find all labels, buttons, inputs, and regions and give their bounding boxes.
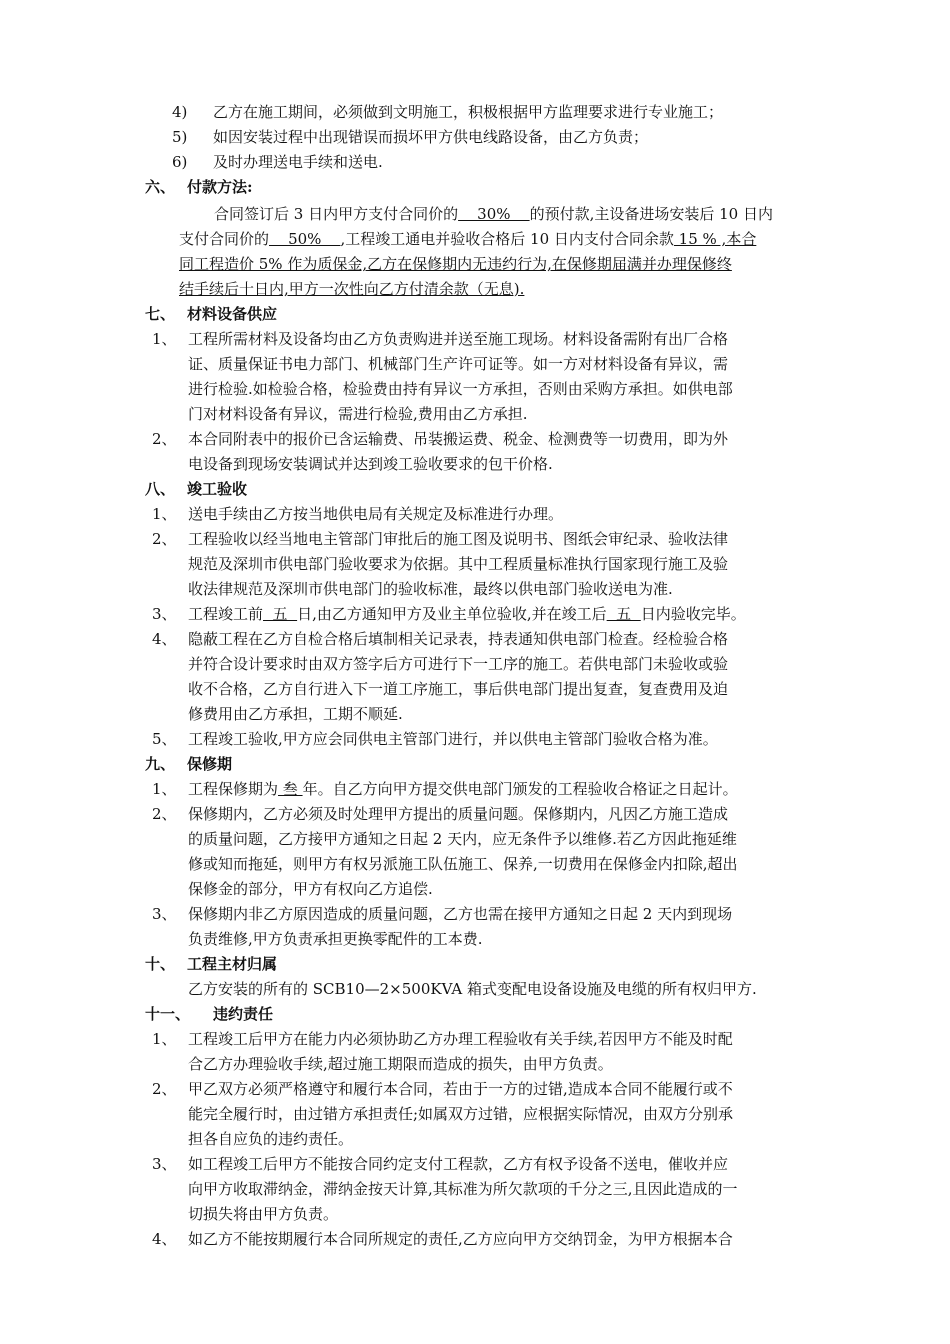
list-item-number: 2、: [152, 1080, 177, 1098]
paragraph-line: [179, 277, 524, 301]
item-text-line: 能完全履行时，由过错方承担责任;如属双方过错，应根据实际情况，由双方分别承: [188, 1105, 734, 1123]
text-run: 合同签订后 3 日内甲方支付合同价的: [214, 205, 459, 223]
underlined-value: 叁: [278, 780, 303, 798]
item-text-line: 工程竣工验收,甲方应会同供电主管部门进行，并以供电主管部门验收合格为准。: [188, 730, 718, 748]
item-text-line: [188, 602, 746, 626]
list-item: [172, 125, 649, 149]
text-run: 工程保修期为: [188, 780, 279, 798]
section-number: 十一、: [145, 1005, 191, 1023]
text-run: 年。自乙方向甲方提交供电部门颁发的工程验收合格证之日起计。: [302, 780, 738, 798]
section-title: 竣工验收: [187, 480, 248, 498]
list-item-number: 1、: [152, 505, 177, 523]
list-item: [172, 100, 724, 124]
list-item-number: 3、: [152, 905, 177, 923]
section-heading: [145, 952, 278, 976]
section-number: 七、: [145, 305, 176, 323]
underlined-value: 五: [263, 605, 298, 623]
section-heading: [145, 175, 253, 199]
list-item-number: 3、: [152, 1155, 177, 1173]
list-item-number: 4、: [152, 630, 177, 648]
item-text-line: 担各自应负的违约责任。: [188, 1130, 354, 1148]
section-number: 六、: [145, 178, 176, 196]
underlined-value: 30%: [458, 205, 530, 223]
item-text-line: 电设备到现场安装调试并达到竣工验收要求的包干价格.: [188, 455, 553, 473]
item-text-line: 甲乙双方必须严格遵守和履行本合同，若由于一方的过错,造成本合同不能履行或不: [188, 1080, 733, 1098]
text-run: ,工程竣工通电并验收合格后 10 日内支付合同余款: [340, 230, 674, 248]
item-text-line: 隐蔽工程在乙方自检合格后填制相关记录表，持表通知供电部门检查。经检验合格: [188, 630, 729, 648]
list-item-number: 3、: [152, 605, 177, 623]
section-number: 十、: [145, 955, 176, 973]
section-heading: [145, 477, 248, 501]
item-text: 如因安装过程中出现错误而损坏甲方供电线路设备，由乙方负责；: [213, 128, 649, 146]
item-text-line: 工程竣工后甲方在能力内必须协助乙方办理工程验收有关手续,若因甲方不能及时配: [188, 1030, 733, 1048]
item-text-line: 门对材料设备有异议，需进行检验,费用由乙方承担.: [188, 405, 528, 423]
item-text-line: 规范及深圳市供电部门验收要求为依据。其中工程质量标准执行国家现行施工及验: [188, 555, 729, 573]
item-text-line: 向甲方收取滞纳金，滞纳金按天计算,其标准为所欠款项的千分之三,且因此造成的一: [188, 1180, 738, 1198]
section-heading: [145, 1002, 274, 1026]
item-text-line: 保修期内非乙方原因造成的质量问题，乙方也需在接甲方通知之日起 2 天内到现场: [188, 905, 733, 923]
item-text: 乙方在施工期间，必须做到文明施工，积极根据甲方监理要求进行专业施工；: [213, 103, 724, 121]
item-text-line: 工程所需材料及设备均由乙方负责购进并送至施工现场。材料设备需附有出厂合格: [188, 330, 729, 348]
item-text-line: 合乙方办理验收手续,超过施工期限而造成的损失，由甲方负责。: [188, 1055, 613, 1073]
section-number: 八、: [145, 480, 176, 498]
section-heading: [145, 752, 233, 776]
section-title: 工程主材归属: [187, 955, 278, 973]
paragraph-line: [179, 227, 756, 251]
underlined-value: 15 % ,本合: [673, 230, 757, 248]
text-run: 工程竣工前: [188, 605, 264, 623]
section-title: 保修期: [187, 755, 233, 773]
underlined-value: 50%: [269, 230, 341, 248]
list-item-number: 2、: [152, 430, 177, 448]
list-item-number: 2、: [152, 530, 177, 548]
list-item-number: 1、: [152, 330, 177, 348]
item-text-line: 并符合设计要求时由双方签字后方可进行下一工序的施工。若供电部门未验收或验: [188, 655, 729, 673]
item-text-line: 如乙方不能按期履行本合同所规定的责任,乙方应向甲方交纳罚金，为甲方根据本合: [188, 1230, 733, 1248]
item-text-line: 保修金的部分，甲方有权向乙方追偿.: [188, 880, 433, 898]
underlined-text: 同工程造价 5% 作为质保金,乙方在保修期内无违约行为,在保修期届满并办理保修终: [179, 255, 732, 273]
underlined-text: 结手续后十日内,甲方一次性向乙方付清余款（无息).: [179, 280, 525, 298]
item-number: 6): [172, 153, 188, 171]
paragraph-line: [214, 202, 773, 226]
text-run: 的预付款,主设备进场安装后 10 日内: [529, 205, 773, 223]
list-item-number: 1、: [152, 780, 177, 798]
item-text-line: 收不合格，乙方自行进入下一道工序施工，事后供电部门提出复查，复查费用及迫: [188, 680, 729, 698]
section-title: 违约责任: [213, 1005, 274, 1023]
item-text-line: 本合同附表中的报价已含运输费、吊装搬运费、税金、检测费等一切费用，即为外: [188, 430, 729, 448]
list-item-number: 2、: [152, 805, 177, 823]
item-number: 4): [172, 103, 188, 121]
item-text-line: 保修期内，乙方必须及时处理甲方提出的质量问题。保修期内，凡因乙方施工造成: [188, 805, 729, 823]
item-text-line: 的质量问题，乙方接甲方通知之日起 2 天内，应无条件予以维修.若乙方因此拖延维: [188, 830, 737, 848]
paragraph-line: 乙方安装的所有的 SCB10—2×500KVA 箱式变配电设备设施及电缆的所有权归甲方.: [188, 980, 757, 998]
item-text-line: 送电手续由乙方按当地供电局有关规定及标准进行办理。: [188, 505, 564, 523]
item-number: 5): [172, 128, 188, 146]
list-item-number: 1、: [152, 1030, 177, 1048]
section-number: 九、: [145, 755, 176, 773]
text-run: 日内验收完毕。: [640, 605, 746, 623]
item-text: 及时办理送电手续和送电.: [213, 153, 383, 171]
section-title: 材料设备供应: [187, 305, 278, 323]
section-heading: [145, 302, 278, 326]
paragraph-line: [179, 252, 732, 276]
list-item-number: 4、: [152, 1230, 177, 1248]
item-text-line: 工程验收以经当地电主管部门审批后的施工图及说明书、图纸会审纪录、验收法律: [188, 530, 729, 548]
item-text-line: 如工程竣工后甲方不能按合同约定支付工程款，乙方有权予设备不送电，催收并应: [188, 1155, 729, 1173]
list-item-number: 5、: [152, 730, 177, 748]
item-text-line: 修或知而拖延，则甲方有权另派施工队伍施工、保养,一切费用在保修金内扣除,超出: [188, 855, 738, 873]
item-text-line: 进行检验.如检验合格，检验费由持有异议一方承担，否则由采购方承担。如供电部: [188, 380, 733, 398]
list-item: [172, 150, 383, 174]
underlined-value: 五: [606, 605, 641, 623]
item-text-line: 负责维修,甲方负责承担更换零配件的工本费.: [188, 930, 483, 948]
item-text-line: 收法律规范及深圳市供电部门的验收标准，最终以供电部门验收送电为准.: [188, 580, 673, 598]
text-run: 支付合同价的: [179, 230, 270, 248]
item-text-line: [188, 777, 738, 801]
item-text-line: 证、质量保证书电力部门、机械部门生产许可证等。如一方对材料设备有异议，需: [188, 355, 729, 373]
item-text-line: 修费用由乙方承担，工期不顺延.: [188, 705, 403, 723]
item-text-line: 切损失将由甲方负责。: [188, 1205, 339, 1223]
text-run: 日,由乙方通知甲方及业主单位验收,并在竣工后: [297, 605, 607, 623]
section-title: 付款方法:: [187, 178, 253, 196]
